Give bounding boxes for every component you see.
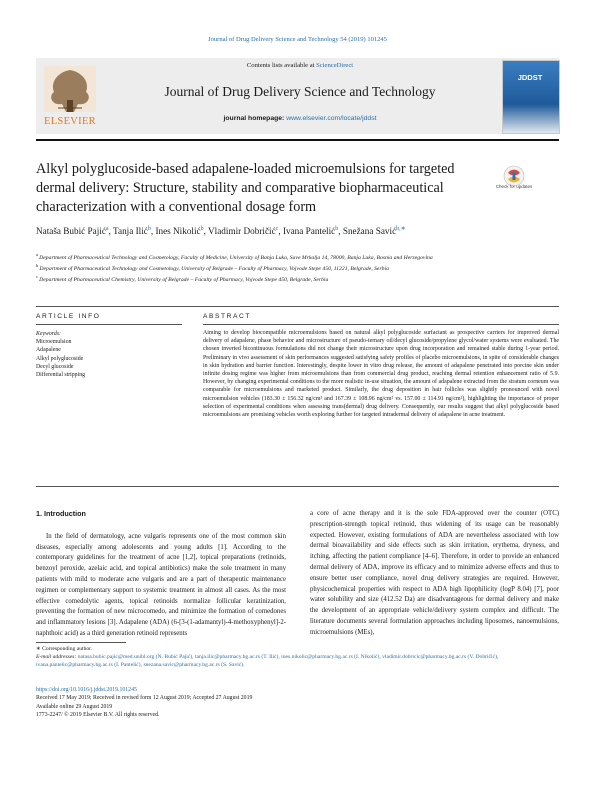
abstract-divider [36, 486, 559, 487]
author-name[interactable]: Vladimir Dobričić [208, 226, 276, 237]
keywords-list [36, 338, 166, 379]
corresponding-author-note: ∗ Corresponding author. [36, 646, 93, 652]
email-label: E-mail addresses: [36, 654, 77, 660]
section-heading-introduction: 1. Introduction [36, 509, 86, 518]
copyright-notice: 1773-2247/ © 2019 Elsevier B.V. All rights reserved. [36, 711, 160, 718]
affiliation-text: Department of Pharmaceutical Chemistry, University of Belgrade – Faculty of Pharmacy, Vojvode Stepe 450, Belgrade, Serbia [39, 276, 329, 283]
email-list[interactable]: natasa.bubic.pajic@med.unibl.org (N. Bubić Pajić), tanja.ilic@pharmacy.bg.ac.rs (T. Ilić), ines.nikolic@pharmacy.bg.ac.rs (I. Nikolić), vladimir.dobricic@pharmacy.bg.ac.rs (V. Dobričić), ivana.pantelic@pharmacy.bg.ac.rs (I. Pantelić), snezana.savic@pharmacy.bg.ac.rs (S. Savić). [36, 654, 499, 668]
keyword-item: Adapalene [36, 347, 61, 354]
affiliation-marker: c [36, 273, 40, 279]
article-info-heading: ARTICLE INFO [36, 313, 101, 320]
author-list: Nataša Bubić Pajić$^a$, Tanja Ilić$^b$, Ines Nikolić$^b$, Vladimir Dobričić$^c$, Ivana Pantelić$^b$, Snežana Savić$^{b,∗}$ [36, 226, 406, 237]
publisher-name: ELSEVIER [44, 116, 96, 127]
contents-prefix: Contents lists available at [246, 62, 317, 69]
affiliation-item [36, 251, 526, 262]
body-column-left [36, 509, 286, 640]
author-affiliation-marker[interactable]: b [147, 226, 151, 232]
keywords-block [36, 330, 166, 379]
publication-info [36, 686, 559, 719]
author-affiliation-marker[interactable]: b [335, 226, 339, 232]
intro-paragraph-right: a core of acne therapy and it is the sole FDA-approved over the counter (OTC) prescription-strength topical retinoid, thus widening of its usage can be reasonably expected. However, existing formulations of ADA are nevertheless associated with low dermal bioavailability and side effects such as skin irritation, erythema, dryness, and itching, affecting the patient compliance [4–6]. Therefore, in order to provide an enhanced dermal delivery of ADA, improve its efficacy and to minimize adverse effects and thus to ensure better user compliance, novel drug delivery strategies are required. However, physicochemical properties with respect to ADA high lipophilicity (logP 8.04) [7], poor water solubility and size (412.52 Da) are disadvantageous for dermal delivery and make the development of an appropriate vehicle/delivery system complex and difficult. The literature documents several formulation approaches including liposomes, nanoemulsions, microemulsions (MEs), [310, 510, 559, 636]
body-column-right [310, 509, 559, 639]
homepage-link[interactable]: www.elsevier.com/locate/jddst [286, 115, 377, 122]
email-addresses [36, 653, 559, 669]
affiliation-item [36, 273, 526, 284]
crossmark-label[interactable]: Check for updates [495, 184, 533, 189]
article-info-rule [36, 324, 182, 325]
affiliation-divider [36, 306, 559, 307]
author-name[interactable]: Nataša Bubić Pajić [36, 226, 106, 237]
abstract-heading: ABSTRACT [203, 313, 251, 320]
header-divider [36, 139, 559, 141]
journal-reference[interactable]: Journal of Drug Delivery Science and Technology 54 (2019) 101245 [208, 36, 387, 43]
author-affiliation-marker[interactable]: b,∗ [396, 226, 406, 232]
journal-cover-label: JDDST [517, 73, 543, 82]
keyword-item: Microemulsion [36, 339, 72, 346]
affiliation-item [36, 262, 526, 273]
affiliation-text: Department of Pharmaceutical Technology and Cosmetology, Faculty of Medicine, University of Banja Luka, Save Mrkalja 14, 78000, Banja Luka, Bosnia and Herzegovina [39, 254, 433, 261]
abstract-rule [203, 324, 559, 325]
affiliation-marker: b [36, 262, 40, 268]
author-name[interactable]: Tanja Ilić [113, 226, 148, 237]
author-name[interactable]: Ivana Pantelić [282, 226, 336, 237]
abstract-text: Aiming to develop biocompatible microemulsions based on natural alkyl polyglucoside surfactant as prospective carriers for improved dermal delivery of adapalene, phase behavior and microstructure of pseudo-ternary oil/decyl glucoside/propylene glycol/water systems were evaluated. The chosen inverted bicontinuous formulations did not change their microstructure upon drug incorporation and remained stable during 1-year period. Preliminary in vivo assessment of skin performances suggested satisfying safety profiles of placebo microemulsions, in spite of considerable changes in skin hydration and barrier function. Interestingly, despite lower in vitro drug release, the amount of adapalene penetrated into porcine skin under infinite dosing regime was higher from microemulsions than from commercial drug product, reaching dermal retention enhancement ratio of 5.9. However, by changing experimental conditions to the more realistic in-use situation, the amount of adapalene extracted from the stratum corneum was comparable for microemulsions and marketed product. Similarly, the drug deposition in hair follicles was slightly pronounced with novel microemulsion vehicles (183.30 ± 156.32 ng/cm² and 167.39 ± 108.96 ng/cm² vs. 157.00 ± 114.91 ng/cm²), highlighting the importance of proper selection of experimental conditions when assessing trans(dermal) drug delivery. Consequently, our results suggest that alkyl polyglucoside based microemulsions are promising vehicles worth exploring further for targeted intradermal delivery of adapalene in acne treatment. [203, 330, 559, 419]
available-online: Available online 29 August 2019 [36, 703, 113, 710]
journal-title: Journal of Drug Delivery Science and Technology [164, 84, 436, 99]
affiliation-text: Department of Pharmaceutical Technology and Cosmetology, University of Belgrade – Faculty of Pharmacy, Vojvode Stepe 450, 11221, Belgrade, Serbia [39, 265, 389, 272]
affiliation-marker: a [36, 252, 40, 257]
author-name[interactable]: Ines Nikolić [155, 226, 201, 237]
affiliations [36, 251, 526, 284]
sciencedirect-link[interactable]: ScienceDirect [316, 62, 354, 69]
journal-cover-image [502, 60, 560, 134]
keyword-item: Differential stripping [36, 372, 85, 379]
keyword-item: Decyl glucoside [36, 363, 74, 370]
article-title: Alkyl polyglucoside-based adapalene-loaded microemulsions for targeted dermal delivery: Structure, stability and comparative biopharmaceutical characterization with a conventional dosage form [36, 161, 455, 215]
contents-line [110, 62, 490, 69]
author-affiliation-marker[interactable]: b [200, 226, 204, 232]
keyword-item: Alkyl polyglucoside [36, 355, 84, 362]
homepage-label: journal homepage: [223, 115, 287, 122]
author-name[interactable]: Snežana Savić [342, 226, 397, 237]
received-dates: Received 17 May 2019; Received in revised form 12 August 2019; Accepted 27 August 2019 [36, 695, 253, 702]
journal-homepage [110, 115, 490, 122]
footnotes [36, 645, 559, 669]
doi-link[interactable]: https://doi.org/10.1016/j.jddst.2019.101245 [36, 687, 137, 693]
author-affiliation-marker[interactable]: a [105, 226, 109, 232]
author-affiliation-marker[interactable]: c [275, 226, 279, 232]
footnote-rule [36, 642, 126, 643]
intro-paragraph-left: In the field of dermatology, acne vulgaris represents one of the most common skin diseases, especially among adolescents and young adults [1]. According to the contemporary guidelines for the treatment of acne [1,2], topical preparations (retinoids, benzoyl peroxide, azelaic acid, and topical antibiotics) make the sole treatment in many patients with mild to moderate acne vulgaris and are a part of therapeutic maintenance regimen or complementary support to systemic treatment in almost all cases. As the most effective comedolytic agents, topical retinoids normalize follicular keratinization, preventing the formation of new microcomedo, and minimize the formation of comedones and inflammatory lesions [3]. Adapalene (ADA) (6-[3-(1-adamantyl)-4-methoxyphenyl]-2-naphthoic acid) as a third generation retinoid represents [36, 532, 286, 637]
keywords-label: Keywords: [36, 331, 61, 337]
